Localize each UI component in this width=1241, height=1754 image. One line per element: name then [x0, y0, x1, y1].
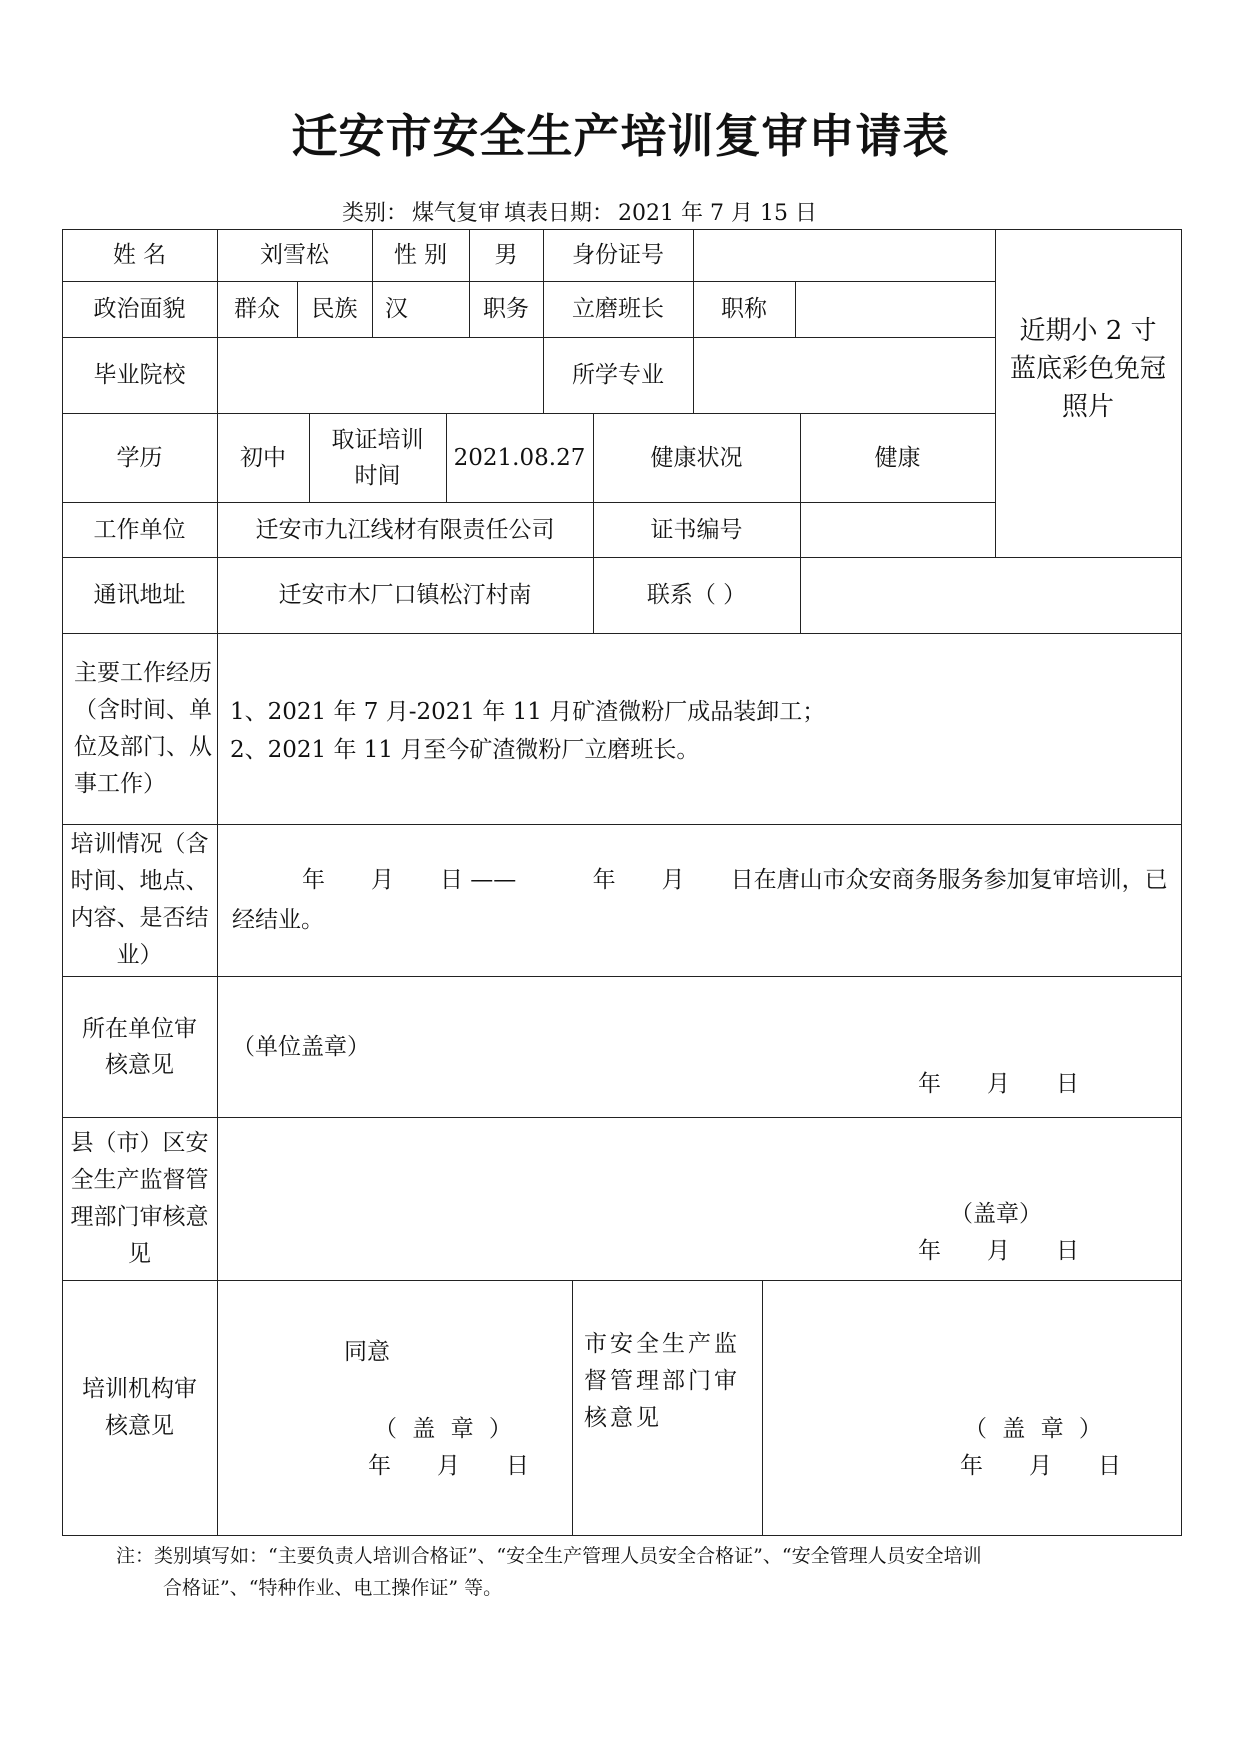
footnote-line-2: 合格证”、“特种作业、电工操作证” 等。	[163, 1577, 503, 1599]
county-review-stamp: （盖章）	[950, 1201, 1042, 1227]
date-label: 填表日期：	[504, 201, 615, 226]
value-work-unit: 迁安市九江线材有限责任公司	[255, 516, 555, 543]
col-divider	[762, 1280, 763, 1535]
value-school	[217, 337, 543, 413]
row-divider	[62, 1117, 1182, 1118]
org-review-opinion: 同意	[344, 1339, 390, 1365]
label-address: 通讯地址	[93, 582, 186, 608]
label-major: 所学专业	[572, 362, 664, 388]
value-position: 立磨班长	[572, 296, 664, 322]
label-ethnic: 民族	[311, 296, 358, 322]
label-cert-no: 证书编号	[650, 516, 743, 543]
value-health: 健康	[874, 444, 921, 471]
value-gender: 男	[494, 242, 518, 268]
label-org-review: 培训机构审核意见	[82, 1375, 197, 1439]
value-id-no	[693, 229, 995, 281]
form-subheader	[342, 196, 821, 227]
value-contact	[800, 557, 1181, 633]
footnote-line-1: 注：类别填写如：“主要负责人培训合格证”、“安全生产管理人员安全合格证”、“安全管理人员安全培训	[116, 1545, 982, 1567]
photo-placeholder	[995, 229, 1181, 557]
unit-review-date: 年 月 日	[918, 1071, 1079, 1097]
value-political: 群众	[234, 296, 280, 322]
category-label: 类别：	[342, 201, 409, 226]
unit-review-stamp: （单位盖章）	[232, 1034, 370, 1060]
org-review-date: 年 月 日	[368, 1453, 529, 1479]
value-education: 初中	[240, 444, 286, 471]
label-cert-time: 取证培训时间	[331, 426, 424, 489]
label-political: 政治面貌	[93, 296, 186, 322]
photo-instruction: 近期小 2 寸蓝底彩色免冠照片	[1009, 316, 1166, 422]
value-address: 迁安市木厂口镇松汀村南	[278, 582, 532, 608]
label-health: 健康状况	[650, 444, 743, 471]
training-text: 年 月 日 —— 年 月 日在唐山市众安商务服务参加复审培训，已经结业。	[232, 867, 1168, 933]
row-divider	[62, 824, 1182, 825]
value-name: 刘雪松	[260, 242, 329, 268]
label-contact: 联系（ ）	[646, 582, 747, 608]
work-history-list	[230, 693, 1170, 769]
label-training: 培训情况（含时间、地点、内容、是否结业）	[70, 831, 209, 968]
county-review-date: 年 月 日	[918, 1238, 1079, 1264]
value-cert-time: 2021.08.27	[453, 444, 586, 471]
label-name: 姓 名	[112, 242, 167, 268]
row-divider	[62, 633, 1182, 634]
label-title: 职称	[721, 296, 767, 322]
label-position: 职务	[483, 296, 529, 322]
label-school: 毕业院校	[93, 362, 186, 388]
table-border-right	[1181, 229, 1182, 1535]
label-id-no: 身份证号	[572, 242, 664, 268]
label-city-review: 市安全生产监督管理部门审核意见	[584, 1331, 740, 1431]
value-title	[795, 281, 995, 337]
table-border-bottom	[62, 1535, 1182, 1536]
label-unit-review: 所在单位审核意见	[82, 1015, 197, 1078]
value-major	[693, 337, 995, 413]
city-review-date: 年 月 日	[960, 1453, 1121, 1479]
label-county-review: 县（市）区安全生产监督管理部门审核意见	[70, 1129, 209, 1267]
work-history-item: 1、2021 年 7 月-2021 年 11 月矿渣微粉厂成品装卸工；	[230, 699, 826, 725]
city-review-stamp: （ 盖 章 ）	[964, 1416, 1106, 1442]
date-value: 2021 年 7 月 15 日	[618, 201, 817, 226]
value-ethnic: 汉	[385, 296, 408, 322]
page-title: 迁安市安全生产培训复审申请表	[291, 109, 950, 163]
org-review-stamp: （ 盖 章 ）	[374, 1416, 516, 1442]
work-history-item: 2、2021 年 11 月至今矿渣微粉厂立磨班长。	[230, 737, 700, 763]
label-work-unit: 工作单位	[93, 516, 186, 543]
row-divider	[62, 976, 1182, 977]
category-value: 煤气复审	[412, 201, 501, 226]
label-gender: 性 别	[393, 242, 448, 268]
label-work-history: 主要工作经历（含时间、单位及部门、从事工作）	[74, 659, 212, 797]
label-education: 学历	[116, 444, 163, 471]
value-cert-no	[800, 502, 995, 557]
